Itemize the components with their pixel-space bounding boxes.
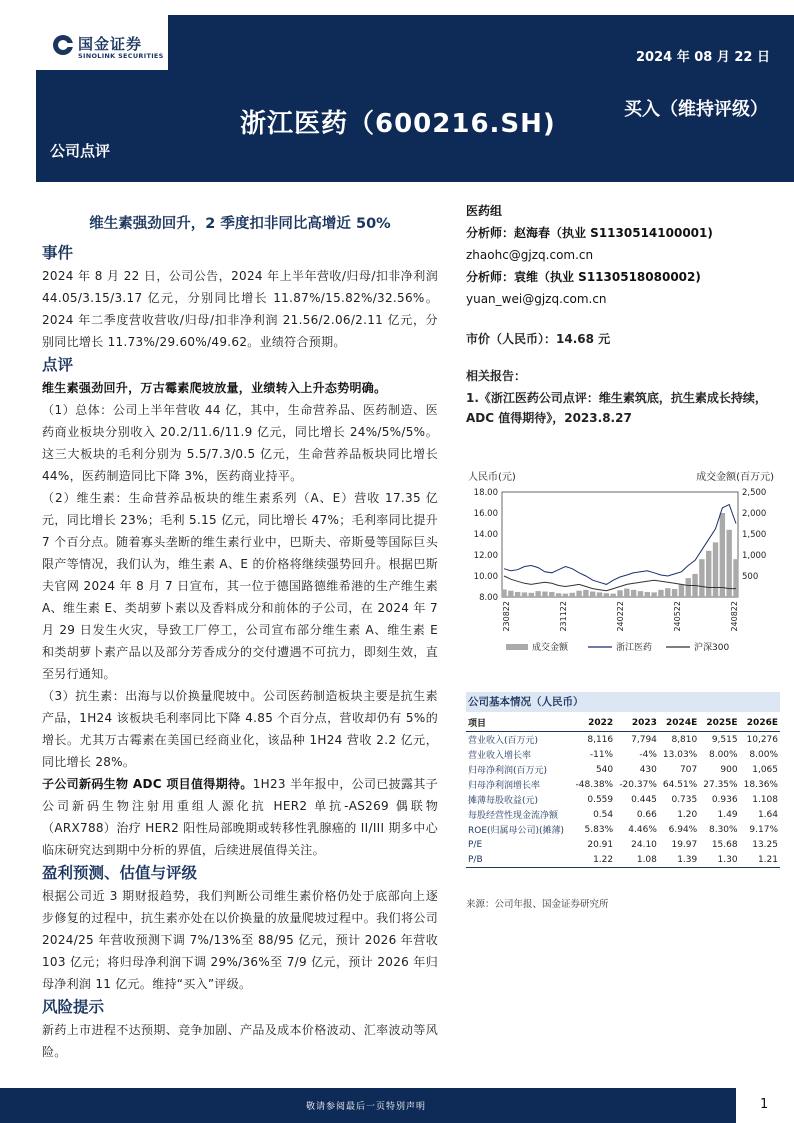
table-cell: ROE(归属母公司)(摊薄) [468, 826, 565, 836]
legend-label-volume: 成交金额 [532, 643, 569, 653]
report-date: 2024 年 08 月 22 日 [636, 50, 770, 65]
volume-bar [508, 591, 513, 597]
analyst-2-email[interactable]: yuan_wei@gjzq.com.cn [466, 292, 607, 306]
comment-lead: 维生素强劲回升，万古霉素爬坡放量，业绩转入上升态势明确。 [42, 381, 387, 395]
table-cell: -48.38% [575, 779, 614, 790]
subsidiary-paragraph [42, 773, 438, 861]
x-tick-label: 240522 [673, 601, 682, 632]
volume-bar [706, 551, 711, 597]
legend-swatch-volume [506, 644, 528, 650]
team-name: 医药组 [466, 204, 503, 218]
y-tick-left: 18.00 [473, 488, 498, 498]
table-header-cell: 2024E [659, 714, 699, 732]
analyst-1: 分析师：赵海春（执业 S1130514100001) [466, 226, 713, 240]
table-row [466, 822, 780, 837]
table-cell: 1.08 [615, 852, 659, 868]
volume-bar [515, 592, 520, 597]
table-cell: 64.51% [662, 779, 698, 790]
x-tick-label: 240822 [730, 601, 739, 632]
volume-bar [651, 592, 656, 597]
table-cell: 营业收入增长率 [468, 751, 532, 761]
section-title-risk: 风险提示 [42, 998, 105, 1016]
volume-bar [645, 592, 650, 597]
table-cell: 1,065 [752, 764, 778, 775]
table-header-cell: 2023 [615, 714, 659, 732]
table-cell: -4% [639, 749, 657, 760]
volume-bar [658, 590, 663, 597]
table-cell: -11% [589, 749, 614, 760]
volume-bar [733, 559, 738, 597]
brand-name-cn: 国金证券 [78, 35, 143, 53]
table-header-cell: 2025E [699, 714, 739, 732]
volume-bar [535, 591, 540, 597]
table-cell: 1.108 [752, 794, 778, 805]
footer-disclaimer[interactable]: 敬请参阅最后一页特别声明 [306, 1102, 427, 1112]
volume-bar [686, 578, 691, 597]
table-cell: 9,515 [711, 734, 738, 745]
table-cell: P/B [466, 852, 571, 868]
table-cell: 8.00% [749, 749, 778, 760]
table-cell: 8,810 [671, 734, 698, 745]
rating-label: 买入（维持评级） [624, 99, 768, 120]
table-cell: 摊薄每股收益(元) [468, 796, 539, 806]
table-header-cell: 2026E [740, 714, 780, 732]
volume-bar [713, 542, 718, 597]
volume-bar [563, 594, 568, 597]
table-cell: 10,276 [746, 734, 778, 745]
y-tick-left: 12.00 [473, 551, 498, 561]
table-cell: 13.25 [752, 839, 778, 850]
table-cell: 9.17% [749, 824, 778, 835]
volume-bar [576, 591, 581, 597]
table-cell: 0.66 [636, 809, 657, 820]
section-title-comment: 点评 [42, 356, 74, 374]
volume-bar [604, 593, 609, 597]
table-cell: 430 [639, 764, 657, 775]
table-cell: 4.46% [628, 824, 657, 835]
volume-bar [556, 593, 561, 597]
related-report-item[interactable]: 1.《浙江医药公司点评：维生素筑底，抗生素成长持续，ADC 值得期待》，2023.8.27 [466, 391, 767, 425]
y-tick-left: 16.00 [473, 509, 498, 519]
sinolink-logo-icon [52, 34, 74, 56]
y-axis-title-left: 人民币(元) [468, 472, 516, 483]
table-cell: 5.83% [584, 824, 614, 835]
volume-bar [726, 530, 731, 597]
table-row [466, 732, 780, 748]
table-cell: 20.91 [587, 839, 614, 850]
table-cell: 13.03% [662, 749, 698, 760]
analyst-1-email[interactable]: zhaohc@gjzq.com.cn [466, 248, 594, 262]
table-header-row [466, 714, 780, 732]
x-tick-label: 240222 [616, 601, 625, 632]
table-cell: 归母净利润增长率 [468, 781, 541, 791]
table-row [466, 852, 780, 868]
related-reports-title: 相关报告： [466, 369, 527, 383]
table-cell: 0.936 [711, 794, 738, 805]
volume-bar [699, 559, 704, 597]
table-source: 来源：公司年报、国金证券研究所 [466, 899, 609, 910]
report-header [0, 0, 794, 182]
table-cell: 8.30% [708, 824, 738, 835]
table-cell: 1.64 [757, 809, 778, 820]
table-cell: 707 [680, 764, 698, 775]
table-cell: 1.49 [717, 809, 738, 820]
table-cell: 1.39 [659, 852, 699, 868]
table-cell: 归母净利润(百万元) [468, 766, 548, 776]
table-cell: 19.97 [671, 839, 698, 850]
side-column [466, 200, 786, 428]
section-title-event: 事件 [42, 244, 74, 262]
legend-label-stock: 浙江医药 [616, 643, 653, 653]
price-volume-chart [466, 466, 776, 666]
table-cell: 1.30 [699, 852, 739, 868]
volume-bar [638, 591, 643, 597]
table-row [466, 807, 780, 822]
chart-svg [466, 466, 776, 666]
volume-bar [720, 513, 725, 597]
y-tick-left: 14.00 [473, 530, 498, 540]
volume-bar [590, 592, 595, 597]
y-tick-right: 1,000 [742, 551, 767, 561]
table-cell: 营业收入(百万元) [468, 736, 539, 746]
table-title: 公司基本情况（人民币） [466, 692, 780, 712]
volume-bar [631, 590, 636, 597]
volume-bar [679, 584, 684, 597]
analyst-2: 分析师：袁维（执业 S1130518080002) [466, 270, 701, 284]
volume-bar [583, 590, 588, 597]
table-body [466, 732, 780, 868]
event-paragraph: 2024 年 8 月 22 日，公司公告，2024 年上半年营收/归母/扣非净利润 44.05/3.15/3.17 亿元，分别同比增长 11.87%/15.82%/32.56%。2024 年二季度营收营收/归母/扣非净利润 21.56/2.06/2.11 亿元，分别同比增长 11.73%/29.60%/49.62。业绩符合预期。 [42, 269, 438, 349]
subsidiary-lead: 子公司新码生物 ADC 项目值得期待。 [42, 777, 253, 791]
main-column [42, 200, 438, 1063]
table-row [466, 747, 780, 762]
table-cell: 8.00% [708, 749, 738, 760]
section-title-forecast: 盈利预测、估值与评级 [42, 864, 198, 882]
volume-bar [529, 593, 534, 597]
table-cell: 1.22 [571, 852, 615, 868]
y-tick-left: 10.00 [473, 572, 498, 582]
y-tick-right: 2,500 [742, 488, 767, 498]
table-cell: 27.35% [703, 779, 738, 790]
table-cell: 1.21 [740, 852, 780, 868]
table-row [466, 777, 780, 792]
table-cell: 18.36% [743, 779, 778, 790]
brand-name-en: SINOLINK SECURITIES [78, 52, 164, 60]
table-cell: 24.10 [631, 839, 657, 850]
table-cell: 0.445 [631, 794, 657, 805]
company-title: 浙江医药（600216.SH) [240, 109, 556, 139]
volume-bar [549, 592, 554, 597]
table-cell: 15.68 [711, 839, 738, 850]
report-type: 公司点评 [50, 142, 111, 160]
page-number: 1 [760, 1097, 769, 1112]
table-cell: 6.94% [668, 824, 698, 835]
comment-paragraph-3: （3）抗生素：出海与以价换量爬坡中。公司医药制造板块主要是抗生素产品，1H24 该板块毛利率同比下降 4.85 个百分点，营收却仍有 5%的增长。尤其万古霉素在美国已经商业化，该品种 1H24 营收 2.2 亿元，同比增长 28%。 [42, 689, 438, 769]
table-cell: 0.559 [587, 794, 614, 805]
report-headline: 维生素强劲回升，2 季度扣非同比高增近 50% [89, 216, 391, 232]
volume-bar [672, 589, 677, 597]
volume-bar [610, 594, 615, 597]
table-header-cell: 项目 [466, 714, 571, 732]
table-cell: 每股经营性现金流净额 [468, 811, 559, 821]
forecast-paragraph: 根据公司近 3 期财报趋势，我们判断公司维生素价格仍处于底部向上逐步修复的过程中，抗生素亦处在以价换量的放量爬坡过程中。我们将公司 2024/25 年营收预测下调 7%/13%至 88/95 亿元，预计 2026 年营收 103 亿元；将归母净利润下调 29%/36%至 7/9 亿元，预计 2026 年归母净利润 11 亿元。维持“买入”评级。 [42, 889, 438, 991]
y-tick-right: 1,500 [742, 530, 767, 540]
table-cell: 8,116 [587, 734, 614, 745]
y-tick-right: 500 [742, 572, 759, 582]
table-row [466, 837, 780, 852]
table-cell: -20.37% [619, 779, 657, 790]
table-cell: 1.20 [677, 809, 698, 820]
table-row [466, 792, 780, 807]
table-cell: 900 [720, 764, 738, 775]
volume-bar [665, 588, 670, 597]
y-axis-title-right: 成交金额(百万元) [696, 472, 774, 483]
table-header-cell: 2022 [571, 714, 615, 732]
comment-paragraph-1: （1）总体：公司上半年营收 44 亿，其中，生命营养品、医药制造、医药商业板块分别收入 20.2/11.6/11.9 亿元，同比增长 24%/5%/5%。这三大板块的毛利分别为 5.5/7.3/0.5 亿元，生命营养品板块同比增长 44%，医药制造同比下降 3%，医药商业持平。 [42, 403, 438, 483]
table-cell: 540 [595, 764, 614, 775]
comment-paragraph-2: （2）维生素：生命营养品板块的维生素系列（A、E）营收 17.35 亿元，同比增长 23%；毛利 5.15 亿元，同比增长 47%；毛利率同比提升 7 个百分点。随着寡头垄断的维生素行业中，巴斯夫、帝斯曼等国际巨头限产等情况，我们认为，维生素 A、E 的价格将继续强势回升。根据巴斯夫官网 2024 年 8 月 7 日宣布，其一位于德国路德维希港的生产维生素 A、维生素 E、类胡萝卜素以及香料成分和前体的子公司，在 2024 年 7 月 29 日发生火灾，导致工厂停工，公司宣布部分维生素 A、维生素 E 和类胡萝卜素产品以及部分芳香成分的交付遭遇不可抗力，即刻生效，直至另行通知。 [42, 491, 438, 681]
table-row [466, 762, 780, 777]
volume-bar [624, 589, 629, 597]
risk-paragraph: 新药上市进程不达预期、竞争加剧、产品及成本价格波动、汇率波动等风险。 [42, 1023, 438, 1059]
x-tick-label: 230822 [502, 601, 511, 632]
financial-table [466, 714, 780, 868]
table-cell: P/E [468, 839, 483, 850]
x-tick-label: 231122 [559, 601, 568, 632]
subsidiary-text: 1H23 半年报中，公司已披露其子公司新码生物注射用重组人源化抗 HER2 单抗-AS269 偶联物（ARX788）治疗 HER2 阳性局部晚期或转移性乳腺癌的 II/III 期多中心临床研究达到期中分析的界值，后续进展值得关注。 [42, 777, 438, 857]
table-cell: 0.735 [671, 794, 698, 805]
volume-bar [542, 592, 547, 597]
volume-bar [597, 592, 602, 597]
volume-bar [570, 593, 575, 597]
market-price: 市价（人民币）：14.68 元 [466, 332, 611, 346]
volume-bar [522, 592, 527, 597]
volume-bar [501, 589, 506, 597]
y-tick-right: 2,000 [742, 509, 767, 519]
table-cell: 7,794 [631, 734, 657, 745]
table-cell: 0.54 [593, 809, 614, 820]
y-tick-left: 8.00 [479, 593, 498, 603]
legend-label-index: 沪深300 [694, 643, 730, 653]
volume-bar [617, 590, 622, 597]
